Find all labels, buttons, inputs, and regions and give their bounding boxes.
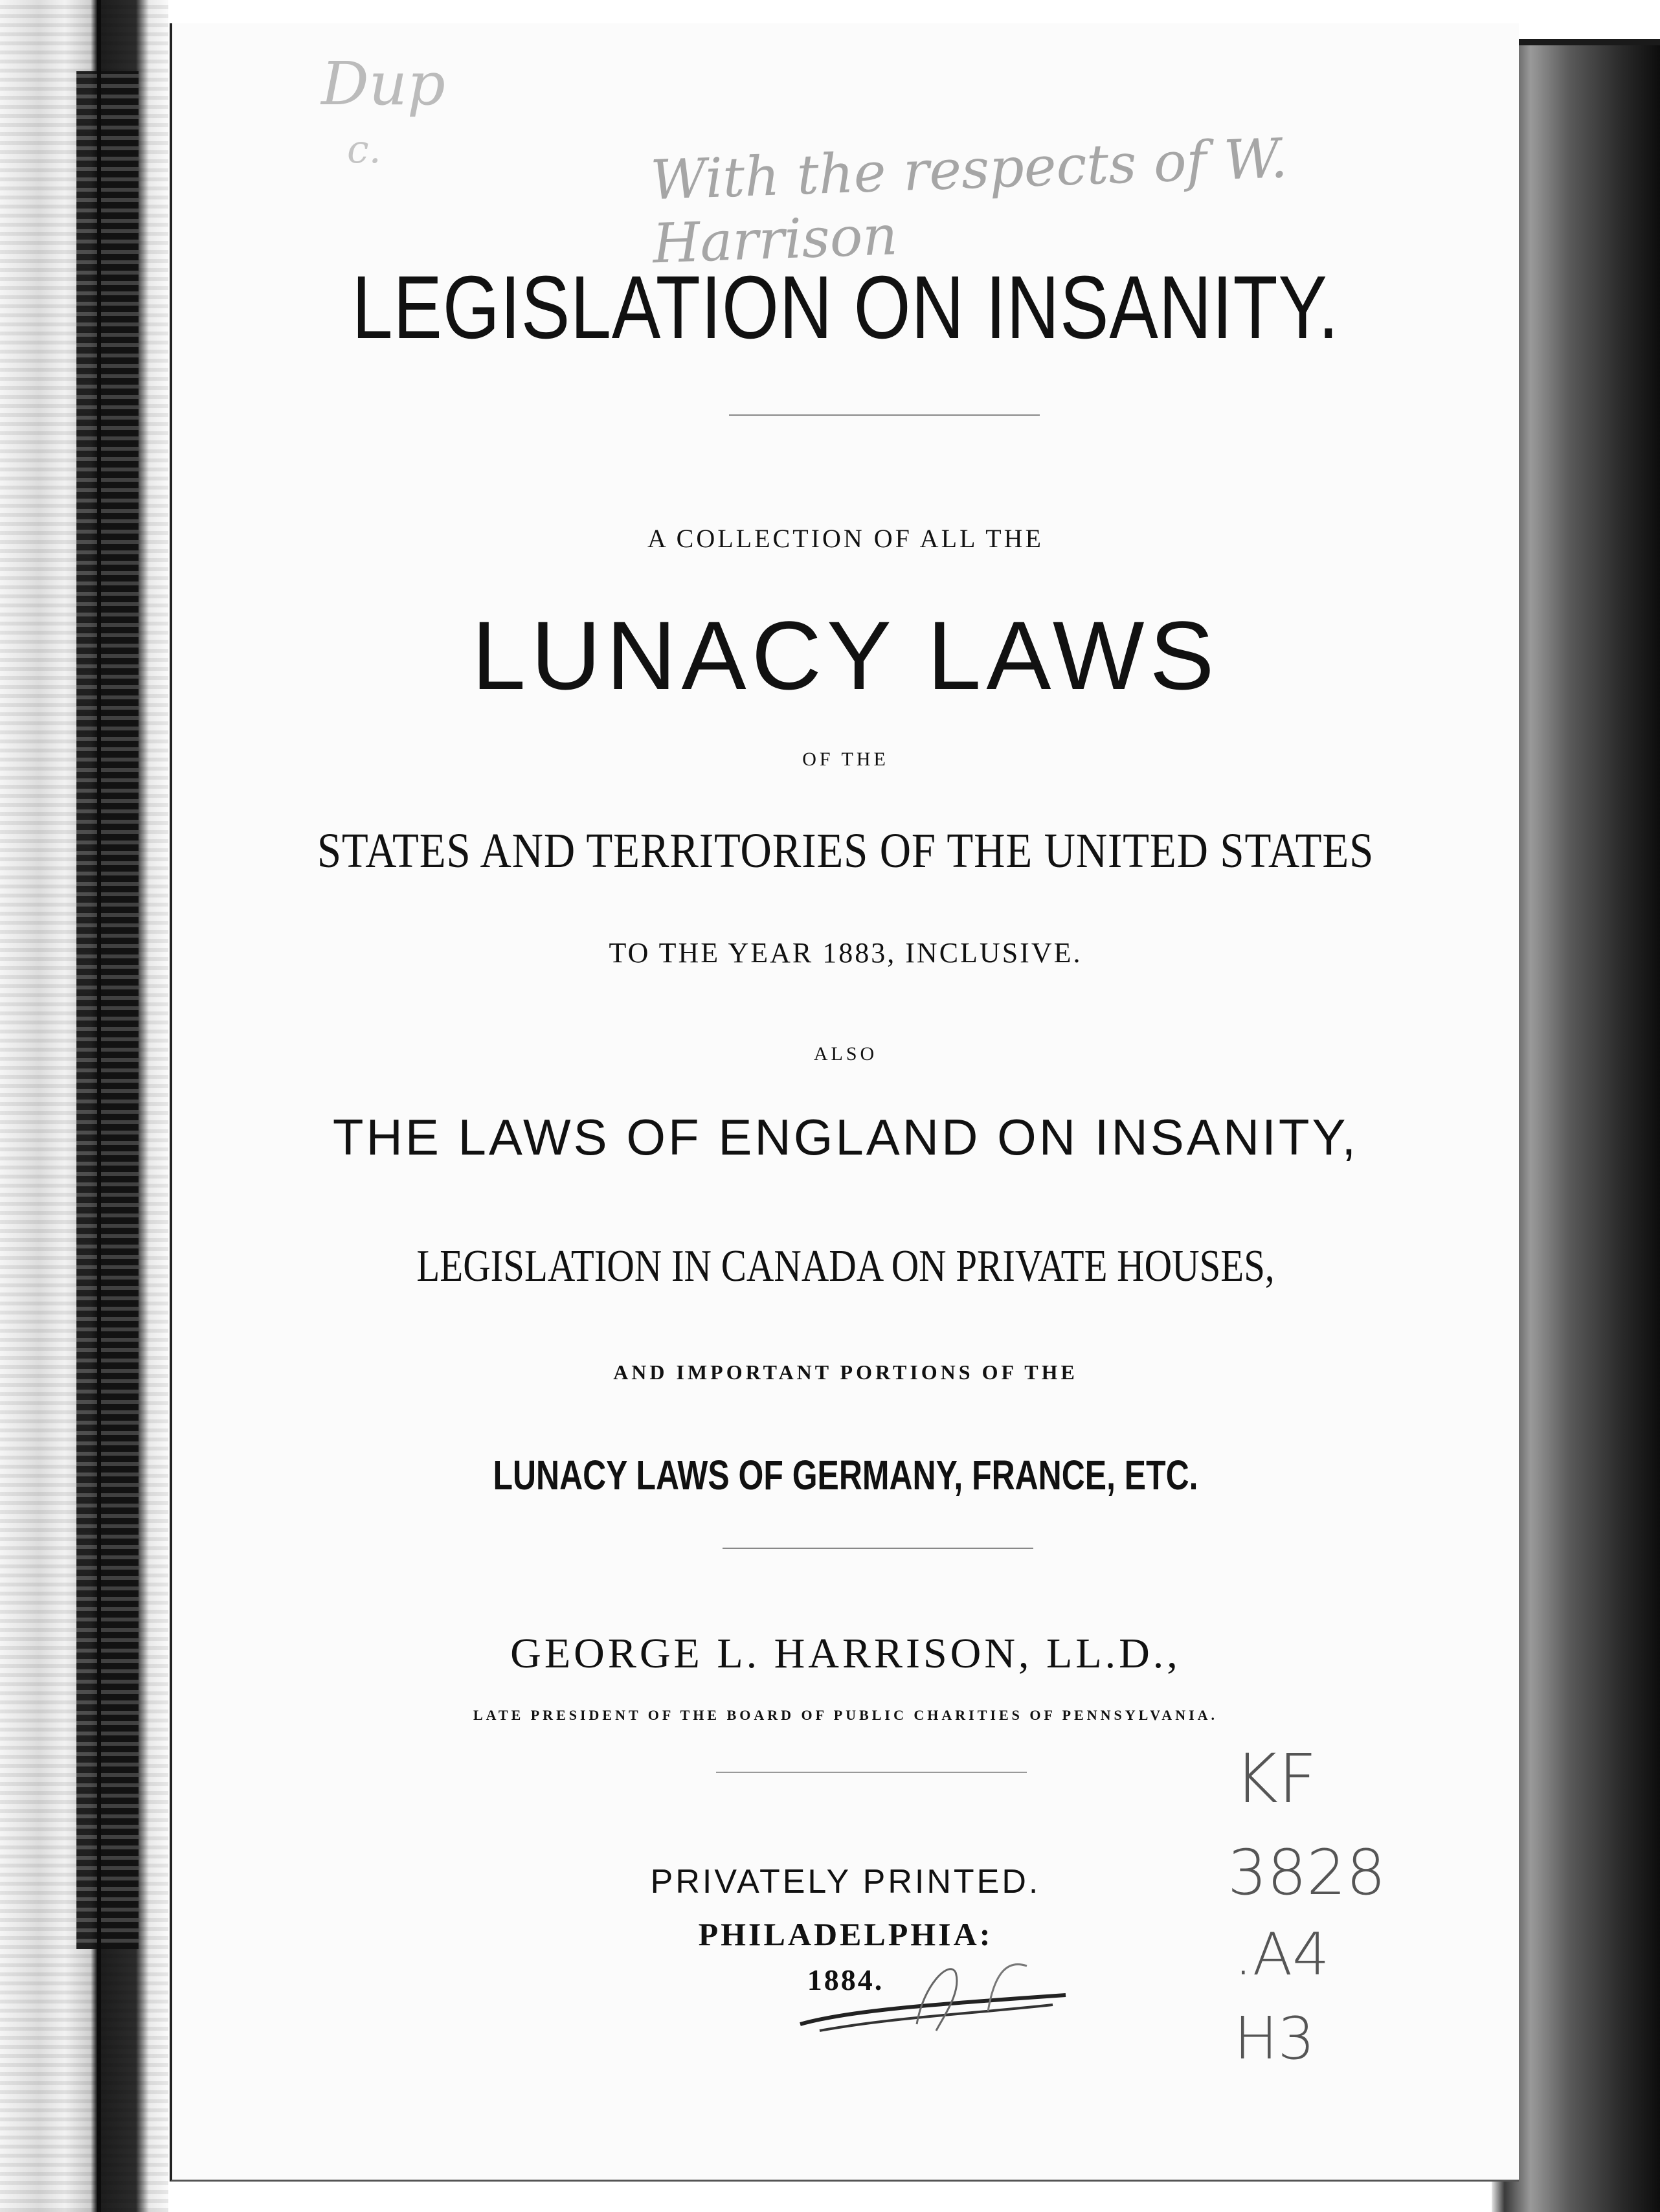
canada-line: LEGISLATION IN CANADA ON PRIVATE HOUSES,: [416, 1241, 1275, 1291]
europe-laws-line: LUNACY LAWS OF GERMANY, FRANCE, ETC.: [493, 1452, 1198, 1498]
binding-stitching: [76, 71, 139, 1949]
spine-edge: [97, 0, 101, 2212]
corner-note-dup: Dup: [321, 49, 445, 119]
printing-note: PRIVATELY PRINTED.: [650, 1863, 1041, 1901]
main-subject: LUNACY LAWS: [471, 601, 1220, 710]
author-title: LATE PRESIDENT OF THE BOARD OF PUBLIC CHARITIES OF PENNSYLVANIA.: [473, 1707, 1218, 1723]
handwritten-inscription: With the respects of W. Harrison: [649, 126, 1289, 276]
call-number-line-3: .A4: [1234, 1921, 1330, 1989]
of-the-label: OF THE: [802, 749, 889, 770]
date-range-line: TO THE YEAR 1883, INCLUSIVE.: [609, 937, 1082, 969]
divider-rule: [723, 1548, 1033, 1549]
england-laws-line: THE LAWS OF ENGLAND ON INSANITY,: [332, 1109, 1359, 1166]
signature-scribble: [794, 1934, 1079, 2044]
divider-rule: [729, 414, 1040, 416]
corner-note-c: c.: [347, 127, 381, 172]
call-number-line-1: KF: [1234, 1739, 1318, 1818]
publication-place: PHILADELPHIA:: [698, 1916, 993, 1952]
author-name: GEORGE L. HARRISON, LL.D.,: [510, 1630, 1181, 1677]
title-page: [170, 23, 1519, 2182]
publication-year: 1884.: [807, 1963, 884, 1996]
subtitle-intro: A COLLECTION OF ALL THE: [647, 524, 1044, 553]
divider-rule: [716, 1772, 1027, 1773]
jurisdiction-line: STATES AND TERRITORIES OF THE UNITED STATES: [317, 824, 1374, 878]
also-label: ALSO: [813, 1043, 878, 1065]
portions-intro: AND IMPORTANT PORTIONS OF THE: [613, 1360, 1078, 1384]
book-title: LEGISLATION ON INSANITY.: [352, 258, 1340, 357]
call-number-line-4: H3: [1234, 2005, 1315, 2073]
call-number-line-2: 3828: [1228, 1836, 1386, 1909]
